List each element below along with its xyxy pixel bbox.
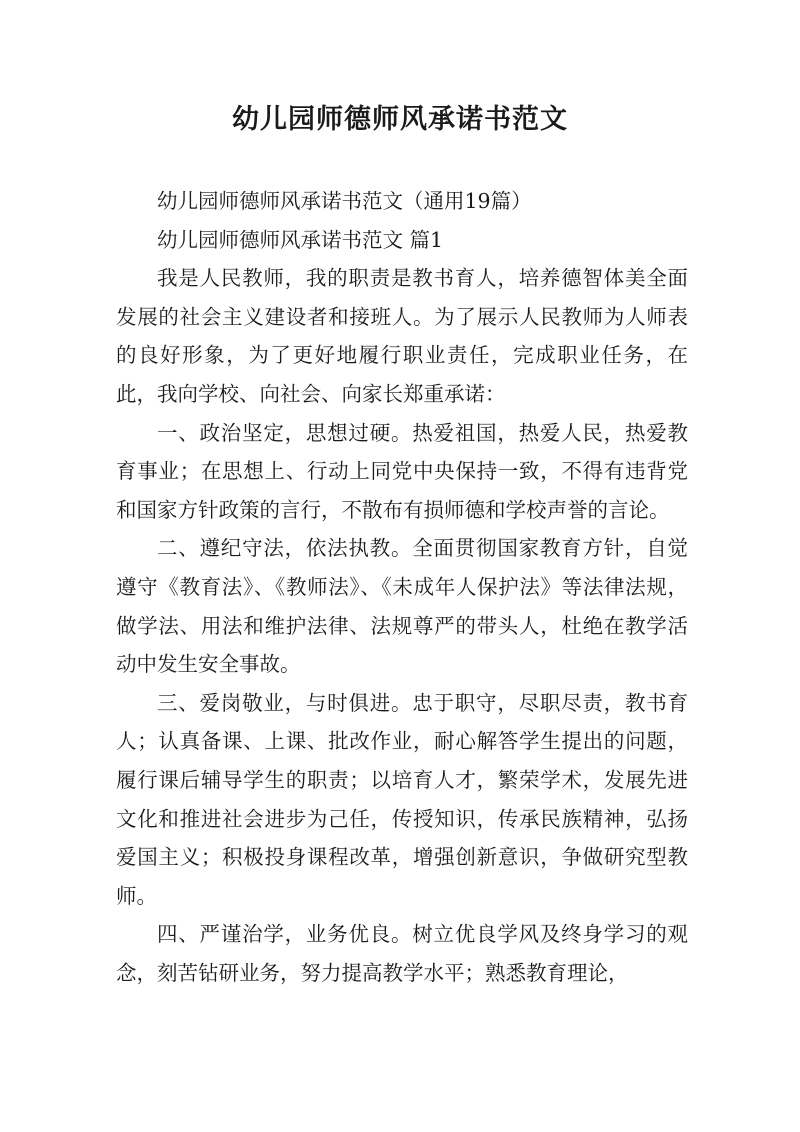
body-paragraph: 三、爱岗敬业，与时俱进。忠于职守，尽职尽责，教书育人；认真备课、上课、批改作业，耐心解答学生提出的问题，履行课后辅导学生的职责；以培育人才，繁荣学术，发展先进文化和推进社会进步为己任，传授知识，传承民族精神，弘扬爱国主义；积极投身课程改革，增强创新意识，争做研究型教师。 bbox=[116, 690, 688, 908]
document-title: 幼儿园师德师风承诺书范文 bbox=[232, 104, 568, 135]
document-body bbox=[116, 182, 688, 992]
body-paragraph: 二、遵纪守法，依法执教。全面贯彻国家教育方针，自觉遵守《教育法》、《教师法》、《未成年人保护法》等法律法规，做学法、用法和维护法律、法规尊严的带头人，杜绝在教学活动中发生安全事故。 bbox=[116, 536, 688, 677]
body-paragraph: 一、政治坚定，思想过硬。热爱祖国，热爱人民，热爱教育事业；在思想上、行动上同党中央保持一致，不得有违背党和国家方针政策的言行，不散布有损师德和学校声誉的言论。 bbox=[116, 420, 688, 522]
body-paragraph: 四、严谨治学，业务优良。树立优良学风及终身学习的观念，刻苦钻研业务，努力提高教学水平；熟悉教育理论， bbox=[116, 922, 688, 985]
section-heading: 幼儿园师德师风承诺书范文 篇1 bbox=[157, 227, 444, 252]
body-paragraph: 我是人民教师，我的职责是教书育人，培养德智体美全面发展的社会主义建设者和接班人。为了展示人民教师为人师表的良好形象，为了更好地履行职业责任，完成职业任务，在此，我向学校、向社会、向家长郑重承诺： bbox=[116, 266, 688, 406]
subtitle-paragraph: 幼儿园师德师风承诺书范文（通用19篇） bbox=[157, 189, 532, 213]
